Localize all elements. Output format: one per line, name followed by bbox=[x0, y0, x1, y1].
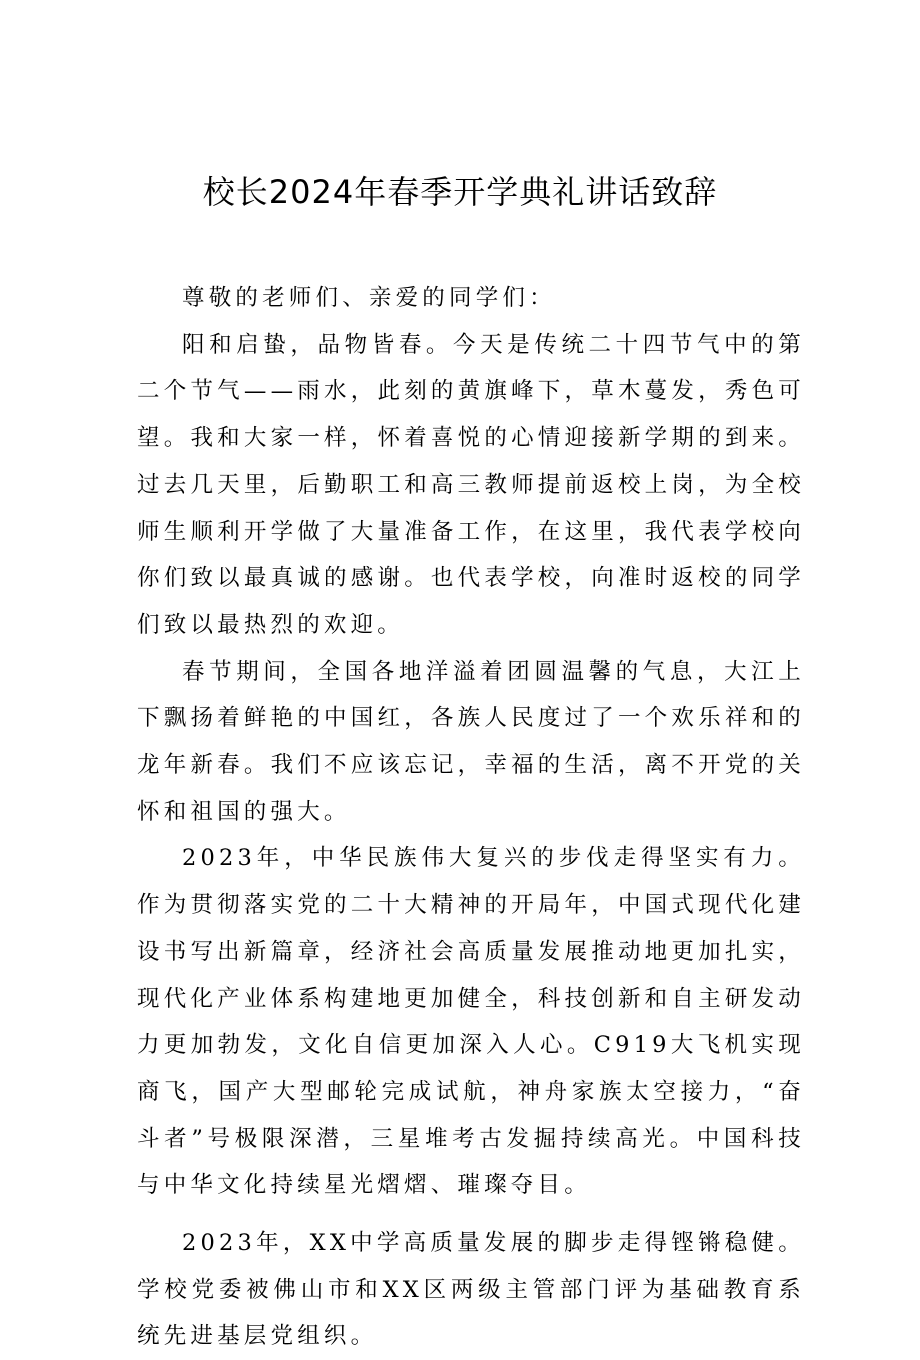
document-title: 校长2024年春季开学典礼讲话致辞 bbox=[202, 173, 718, 211]
paragraph-1: 阳和启蛰，品物皆春。今天是传统二十四节气中的第二个节气——雨水，此刻的黄旗峰下，草木蔓发，秀色可望。我和大家一样，怀着喜悦的心情迎接新学期的到来。过去几天里，后勤职工和高三教师提前返校上岗，为全校师生顺利开学做了大量准备工作，在这里，我代表学校向你们致以最真诚的感谢。也代表学校，向准时返校的同学们致以最热烈的欢迎。 bbox=[137, 331, 805, 638]
paragraph-2: 春节期间，全国各地洋溢着团圆温馨的气息，大江上下飘扬着鲜艳的中国红，各族人民度过了一个欢乐祥和的龙年新春。我们不应该忘记，幸福的生活，离不开党的关怀和祖国的强大。 bbox=[137, 658, 805, 825]
paragraph-4: 2023年，XX中学高质量发展的脚步走得铿锵稳健。学校党委被佛山市和XX区两级主管部门评为基础教育系统先进基层党组织。 bbox=[137, 1230, 805, 1350]
document-body bbox=[137, 275, 805, 1360]
paragraph-3: 2023年，中华民族伟大复兴的步伐走得坚实有力。作为贯彻落实党的二十大精神的开局年，中国式现代化建设书写出新篇章，经济社会高质量发展推动地更加扎实，现代化产业体系构建地更加健全，科技创新和自主研发动力更加勃发，文化自信更加深入人心。C919大飞机实现商飞，国产大型邮轮完成试航，神舟家族太空接力，“奋斗者”号极限深潜，三星堆考古发掘持续高光。中国科技与中华文化持续星光熠熠、璀璨夺目。 bbox=[137, 845, 805, 1199]
salutation: 尊敬的老师们、亲爱的同学们： bbox=[182, 285, 556, 311]
